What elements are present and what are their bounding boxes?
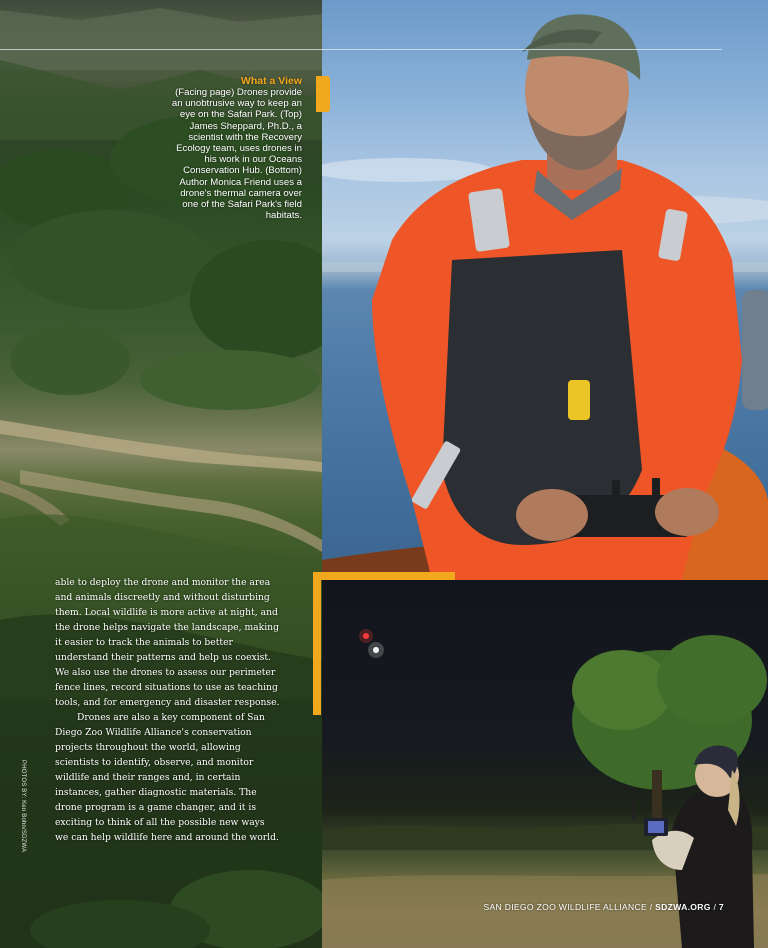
caption-title: What a View <box>240 75 302 87</box>
article-body <box>55 575 280 845</box>
page-footer <box>483 902 724 912</box>
accent-frame-horizontal <box>313 572 455 580</box>
footer-separator: / <box>713 902 717 912</box>
footer-separator: / <box>649 902 653 912</box>
night-scene <box>322 580 768 948</box>
boat-scene <box>322 0 768 580</box>
body-paragraph: able to deploy the drone and monitor the area and animals discreetly and without disturbing them. Local wildlife is more active at night, and the drone helps navigate the landscape, making it easier to track the animals to better understand their patterns and help us coexist. We also use the drones to assess our perimeter fence lines, record situations to use as teaching tools, and for emergency and disaster response. <box>55 577 280 708</box>
photo-caption <box>162 75 302 221</box>
night-drone-photo <box>322 580 768 948</box>
top-rule <box>0 49 722 50</box>
caption-accent-tab <box>316 76 330 112</box>
page-number: 7 <box>718 902 724 912</box>
caption-text: (Facing page) Drones provide an unobtrusive way to keep an eye on the Safari Park. (Top) James Sheppard, Ph.D., a scientist with the Recovery Ecology team, uses drones in his work in our Oceans Conservation Hub. (Bottom) Author Monica Friend uses a drone's thermal camera over one of the Safari Park's field habitats. <box>171 87 302 222</box>
body-paragraph: Drones are also a key component of San Diego Zoo Wildlife Alliance's conservation projects throughout the world, allowing scientists to identify, observe, and monitor wildlife and their ranges and, in certain instances, gather diagnostic materials. The drone program is a game changer, and it is exciting to think of all the possible new ways we can help wildlife here and around the world. <box>55 712 279 843</box>
accent-frame-vertical <box>313 572 321 715</box>
footer-site-link[interactable]: SDZWA.ORG <box>655 902 711 912</box>
footer-publication: SAN DIEGO ZOO WILDLIFE ALLIANCE <box>483 902 647 912</box>
scientist-boat-photo <box>322 0 768 580</box>
photo-credit: PHOTOS BY: Ken Bohn/SDZWA <box>20 760 26 853</box>
